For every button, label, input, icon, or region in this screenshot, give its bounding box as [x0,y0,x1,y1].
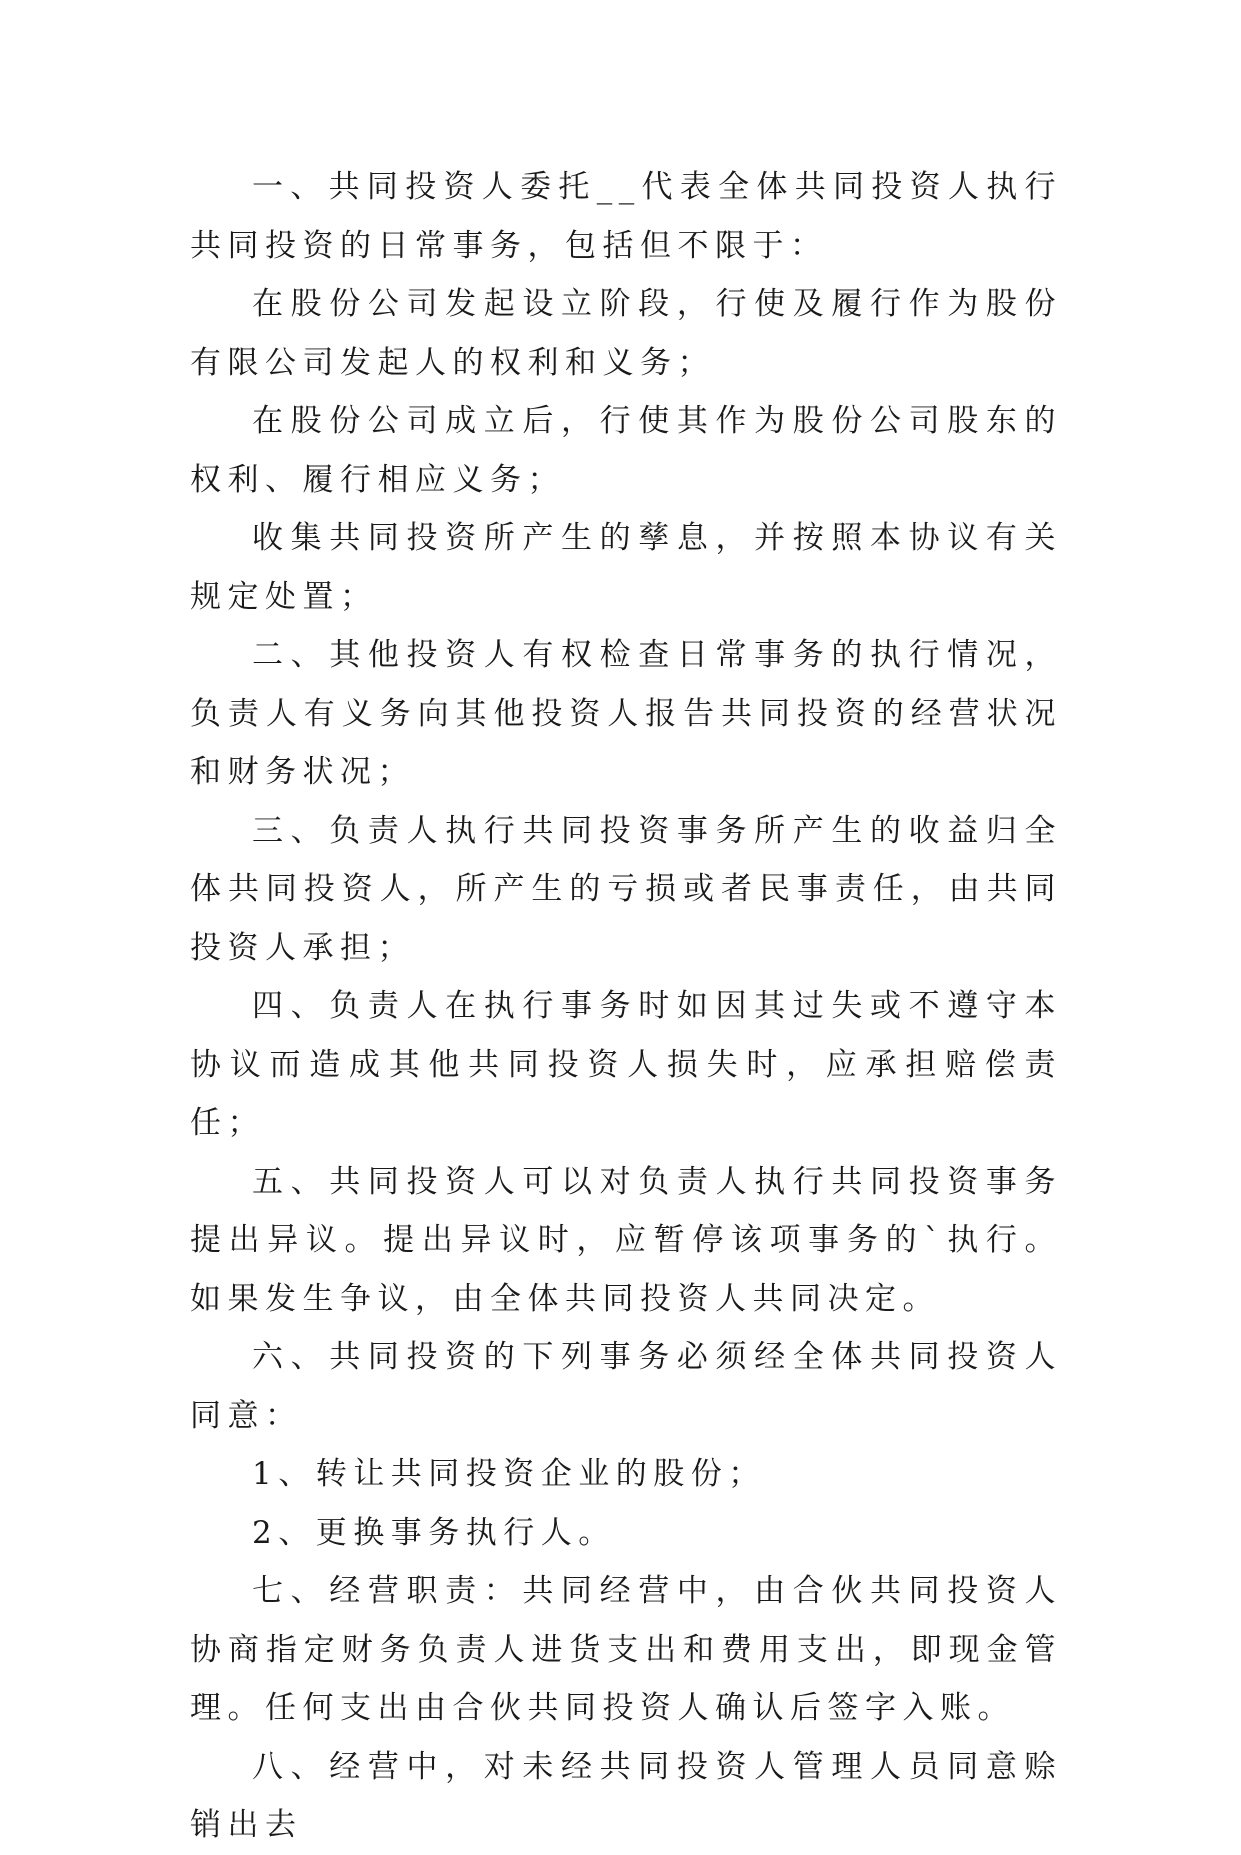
paragraph-10: 1、转让共同投资企业的股份； [252,1456,766,1492]
paragraph-12: 七、经营职责：共同经营中，由合伙共同投资人协商指定财务负责人进货支出和费用支出，即现金管理。任何支出由合伙共同投资人确认后签字入账。 [190,1573,1062,1726]
paragraph-2: 在股份公司发起设立阶段，行使及履行作为股份有限公司发起人的权利和义务； [190,286,1062,381]
paragraph-13: 八、经营中，对未经共同投资人管理人员同意赊销出去 [190,1748,1062,1843]
paragraph-3: 在股份公司成立后，行使其作为股份公司股东的权利、履行相应义务； [190,403,1062,498]
paragraph-7: 四、负责人在执行事务时如因其过失或不遵守本协议而造成其他共同投资人损失时，应承担赔偿责任； [190,988,1062,1141]
paragraph-9: 六、共同投资的下列事务必须经全体共同投资人同意： [190,1339,1062,1434]
paragraph-1: 一、共同投资人委托__代表全体共同投资人执行共同投资的日常事务，包括但不限于： [190,169,1062,264]
paragraph-6: 三、负责人执行共同投资事务所产生的收益归全体共同投资人，所产生的亏损或者民事责任，由共同投资人承担； [190,812,1062,966]
paragraph-5: 二、其他投资人有权检查日常事务的执行情况，负责人有义务向其他投资人报告共同投资的经营状况和财务状况； [190,637,1062,790]
paragraph-8: 五、共同投资人可以对负责人执行共同投资事务提出异议。提出异议时，应暂停该项事务的`执行。如果发生争议，由全体共同投资人共同决定。 [190,1163,1062,1317]
paragraph-11: 2、更换事务执行人。 [252,1514,616,1551]
paragraph-4: 收集共同投资所产生的孳息，并按照本协议有关规定处置； [190,520,1062,615]
document-body [190,158,1062,1855]
